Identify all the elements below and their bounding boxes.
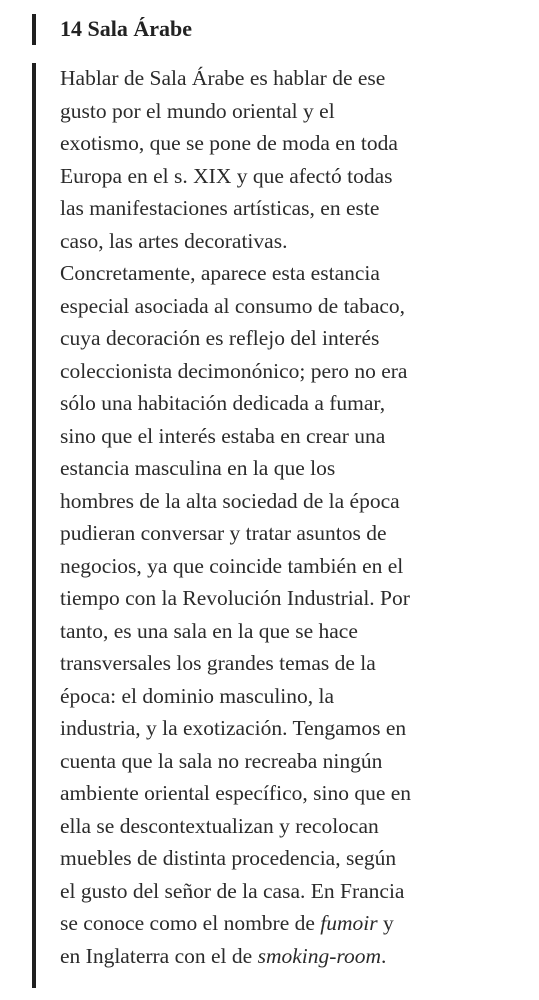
article-line: Hablar de Sala Árabe es hablar de ese [60, 66, 386, 90]
line-text: se conoce como el nombre de [60, 911, 321, 935]
article-line-smoking-room [60, 940, 530, 973]
article-line: ambiente oriental específico, sino que en [60, 781, 412, 805]
article-line: el gusto del señor de la casa. En Francia [60, 878, 405, 903]
article-line: hombres de la alta sociedad de la época [60, 488, 400, 513]
article-line: coleccionista decimonónico; pero no era [60, 358, 408, 383]
section-title: 14 Sala Árabe [60, 16, 192, 41]
article-line: especial asociada al consumo de tabaco, [60, 293, 406, 318]
italic-term-fumoir: fumoir [320, 911, 378, 935]
article-line: época: el dominio masculino, la [60, 683, 335, 708]
article-line: las manifestaciones artísticas, en este [60, 196, 380, 220]
article-line: cuenta que la sala no recreaba ningún [60, 748, 383, 773]
italic-term-smoking-room: smoking-room [257, 943, 381, 968]
article-line: Europa en el s. XIX y que afectó todas [60, 163, 393, 188]
article-line: negocios, ya que coincide también en el [60, 553, 404, 578]
quote-accent-bar [32, 63, 36, 988]
article-line: sólo una habitación dedicada a fumar, [60, 391, 386, 415]
article-line: Concretamente, aparece esta estancia [60, 261, 380, 285]
line-text: y [377, 911, 394, 935]
article-line: ella se descontextualizan y recolocan [60, 813, 379, 838]
line-text: en Inglaterra con el de [60, 943, 258, 968]
article-line: caso, las artes decorativas. [60, 228, 288, 253]
article-line: tanto, es una sala en la que se hace [60, 618, 358, 643]
article-line-fumoir [60, 907, 530, 940]
article-line: pudieran conversar y tratar asuntos de [60, 521, 387, 545]
article-line: gusto por el mundo oriental y el [60, 98, 335, 123]
article-line: muebles de distinta procedencia, según [60, 846, 397, 870]
article-line: tiempo con la Revolución Industrial. Por [60, 586, 410, 610]
article-body [60, 62, 530, 972]
article-line: exotismo, que se pone de moda en toda [60, 131, 398, 155]
article-line: industria, y la exotización. Tengamos en [60, 716, 407, 740]
heading-accent-bar [32, 14, 36, 45]
article-line: cuya decoración es reflejo del interés [60, 326, 380, 350]
article-line: transversales los grandes temas de la [60, 651, 376, 675]
article-line: sino que el interés estaba en crear una [60, 423, 386, 448]
article-line: estancia masculina en la que los [60, 456, 336, 480]
line-text: . [381, 943, 387, 968]
